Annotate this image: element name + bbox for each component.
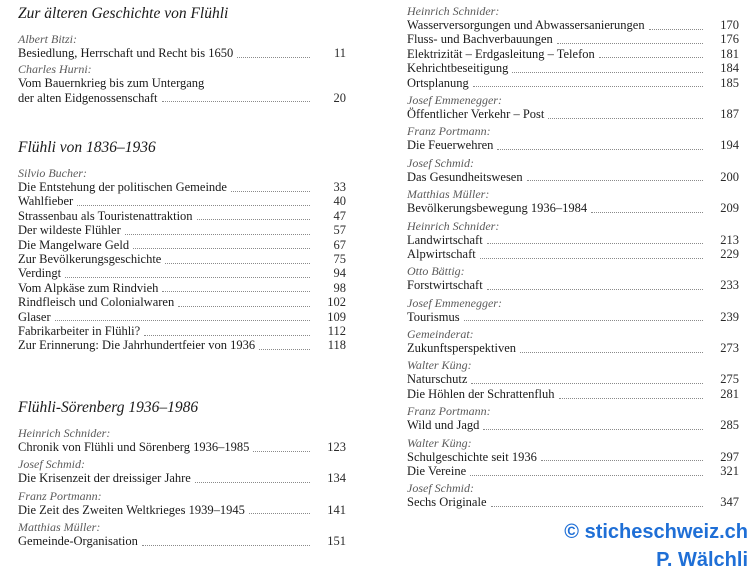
author-name: Charles Hurni: — [18, 62, 92, 77]
toc-entry — [18, 489, 346, 517]
dot-leader — [197, 219, 310, 220]
page-number: 285 — [720, 418, 739, 433]
toc-item-title: Zukunftsperspektiven — [407, 341, 517, 356]
page-number: 200 — [720, 169, 739, 184]
toc-entry — [18, 426, 346, 454]
toc-item-title: Der wildeste Flühler — [18, 223, 121, 238]
author-name: Heinrich Schnider: — [407, 218, 500, 233]
toc-item-title: Besiedlung, Herrschaft und Recht bis 1650 — [18, 46, 234, 60]
page-number: 57 — [333, 223, 346, 238]
toc-item-title: Fluss- und Bachverbauungen — [407, 32, 553, 47]
toc-item-title: Glaser — [18, 309, 51, 324]
toc-item-title: Fabrikarbeiter in Flühli? — [18, 323, 141, 338]
toc-item — [18, 534, 346, 548]
page-number: 184 — [720, 61, 739, 76]
author-name: Josef Emmenegger: — [407, 92, 502, 107]
toc-entry — [407, 358, 739, 401]
toc-section — [18, 4, 346, 105]
dot-leader — [520, 352, 703, 353]
page-number: 20 — [333, 90, 346, 105]
toc-item — [407, 76, 739, 90]
toc-item — [407, 170, 739, 184]
dot-leader — [464, 320, 703, 321]
toc-item-title: Sechs Originale — [407, 495, 487, 510]
dot-leader — [125, 234, 310, 235]
toc-item-title: Forstwirtschaft — [407, 278, 483, 293]
dot-leader — [162, 291, 310, 292]
page-number: 281 — [720, 386, 739, 401]
page-number: 109 — [327, 309, 346, 324]
toc-item — [18, 471, 346, 485]
page-number: 170 — [720, 18, 739, 32]
page-number: 123 — [327, 440, 346, 454]
section-title: Flühli von 1836–1936 — [18, 139, 156, 156]
toc-item-title: Zur Erinnerung: Die Jahrhundertfeier von 1936 — [18, 338, 256, 353]
toc-entry — [407, 93, 739, 121]
toc-item — [18, 324, 346, 338]
dot-leader — [77, 205, 310, 206]
author-name: Franz Portmann: — [18, 488, 102, 503]
toc-item — [18, 295, 346, 309]
dot-leader — [483, 429, 703, 430]
toc-entry — [407, 4, 739, 90]
page-number: 112 — [327, 323, 346, 338]
toc-item — [407, 341, 739, 355]
toc-item-title: Öffentlicher Verkehr – Post — [407, 106, 545, 121]
page-number: 141 — [327, 502, 346, 517]
toc-entry — [407, 124, 739, 152]
toc-item-title: Wahlfieber — [18, 194, 74, 209]
toc-entry — [407, 436, 739, 479]
toc-item-title: Die Entstehung der politischen Gemeinde — [18, 180, 227, 194]
author-name: Franz Portmann: — [407, 404, 491, 419]
toc-item — [18, 252, 346, 266]
dot-leader — [208, 87, 310, 88]
dot-leader — [527, 180, 703, 181]
page-number: 229 — [720, 246, 739, 261]
page-number: 98 — [333, 280, 346, 295]
author-name: Josef Emmenegger: — [407, 295, 502, 310]
page-number: 33 — [333, 180, 346, 194]
toc-item — [407, 387, 739, 401]
toc-entry — [407, 296, 739, 324]
dot-leader — [237, 57, 310, 58]
toc-item — [407, 418, 739, 432]
dot-leader — [512, 72, 703, 73]
author-name: Silvio Bucher: — [18, 166, 87, 180]
page-number: 347 — [720, 495, 739, 510]
page-number: 94 — [333, 266, 346, 281]
toc-item — [18, 238, 346, 252]
page-number: 239 — [720, 309, 739, 324]
toc-item-title: Ortsplanung — [407, 75, 469, 90]
toc-item — [407, 310, 739, 324]
toc-item — [18, 440, 346, 454]
page-number: 47 — [333, 208, 346, 223]
toc-entry — [407, 219, 739, 262]
page-number: 151 — [327, 534, 346, 549]
dot-leader — [65, 277, 310, 278]
toc-item — [18, 91, 346, 105]
author-name: Matthias Müller: — [18, 520, 101, 535]
page-number: 209 — [720, 201, 739, 216]
dot-leader — [55, 320, 310, 321]
toc-item — [18, 209, 346, 223]
toc-item-title: Strassenbau als Touristenattraktion — [18, 208, 193, 223]
toc-item — [18, 310, 346, 324]
toc-item — [18, 223, 346, 237]
dot-leader — [249, 513, 310, 514]
author-name: Josef Schmid: — [407, 481, 474, 496]
author-name: Walter Küng: — [407, 358, 472, 373]
toc-item — [407, 464, 739, 478]
page-number: 11 — [333, 46, 346, 60]
page-number: 194 — [720, 138, 739, 153]
page-number: 233 — [720, 278, 739, 293]
toc-item — [407, 18, 739, 32]
toc-item — [407, 278, 739, 292]
toc-entry — [18, 166, 346, 353]
toc-item — [18, 338, 346, 352]
toc-item-title: Vom Bauernkrieg bis zum Untergang — [18, 76, 205, 91]
toc-entry — [407, 264, 739, 292]
toc-item-title: Chronik von Flühli und Sörenberg 1936–1985 — [18, 440, 250, 454]
toc-section — [18, 398, 346, 549]
author-name: Matthias Müller: — [407, 187, 490, 202]
dot-leader — [162, 101, 310, 102]
author-name: Heinrich Schnider: — [407, 4, 500, 18]
toc-item — [407, 107, 739, 121]
dot-leader — [133, 248, 310, 249]
dot-leader — [548, 118, 703, 119]
page-number: 185 — [720, 75, 739, 90]
toc-entry — [18, 62, 346, 105]
toc-item — [18, 46, 346, 60]
page-number: 102 — [327, 295, 346, 310]
toc-entry — [407, 156, 739, 184]
author-name: Franz Portmann: — [407, 124, 491, 139]
toc-item — [407, 47, 739, 61]
toc-entry — [407, 327, 739, 355]
toc-item-title: Schulgeschichte seit 1936 — [407, 449, 537, 464]
watermark-line-2: P. Wälchli — [656, 549, 748, 571]
toc-item-title: Die Zeit des Zweiten Weltkrieges 1939–1945 — [18, 502, 245, 517]
author-name: Josef Schmid: — [407, 155, 474, 170]
toc-item — [407, 61, 739, 75]
toc-item — [407, 201, 739, 215]
watermark-line-1: © sticheschweiz.ch — [564, 521, 748, 543]
toc-item-title: Die Höhlen der Schrattenfluh — [407, 386, 555, 401]
toc-item-title: Wasserversorgungen und Abwassersanierungen — [407, 18, 645, 32]
page-number: 181 — [720, 46, 739, 61]
dot-leader — [142, 545, 310, 546]
page-number: 213 — [720, 232, 739, 247]
page-number: 321 — [720, 464, 739, 479]
dot-leader — [195, 482, 310, 483]
author-name: Otto Bättig: — [407, 264, 465, 279]
toc-entry — [18, 520, 346, 548]
page-number: 176 — [720, 32, 739, 47]
toc-item-title: Die Krisenzeit der dreissiger Jahre — [18, 471, 191, 486]
section-title: Zur älteren Geschichte von Flühli — [18, 5, 229, 22]
page-number: 134 — [327, 471, 346, 486]
toc-right-column — [407, 4, 739, 510]
toc-item-title: Die Vereine — [407, 464, 467, 479]
dot-leader — [491, 506, 704, 507]
toc-item — [407, 233, 739, 247]
toc-item-title: Die Feuerwehren — [407, 138, 494, 153]
toc-item — [407, 32, 739, 46]
toc-entry — [18, 457, 346, 485]
page-number: 273 — [720, 341, 739, 356]
toc-item-title: Wild und Jagd — [407, 418, 480, 433]
toc-item-title: Tourismus — [407, 309, 460, 324]
dot-leader — [178, 306, 310, 307]
author-name: Heinrich Schnider: — [18, 426, 111, 440]
toc-item — [407, 247, 739, 261]
dot-leader — [599, 57, 703, 58]
page-number: 118 — [327, 338, 346, 353]
dot-leader — [487, 243, 703, 244]
toc-item — [18, 503, 346, 517]
author-name: Josef Schmid: — [18, 457, 85, 472]
page-number: 187 — [720, 106, 739, 121]
toc-item — [18, 266, 346, 280]
toc-item — [18, 76, 346, 90]
page-number: 75 — [333, 251, 346, 266]
dot-leader — [559, 398, 703, 399]
watermark — [564, 520, 748, 572]
dot-leader — [480, 258, 703, 259]
toc-item — [407, 450, 739, 464]
toc-item-title: Zur Bevölkerungsgeschichte — [18, 251, 162, 266]
dot-leader — [473, 86, 703, 87]
page-number: 297 — [720, 449, 739, 464]
section-title: Flühli-Sörenberg 1936–1986 — [18, 399, 199, 416]
toc-item-title: Vom Alpkäse zum Rindvieh — [18, 280, 159, 295]
toc-item-title: Naturschutz — [407, 372, 468, 387]
author-name: Walter Küng: — [407, 435, 472, 450]
dot-leader — [649, 29, 703, 30]
toc-item-title: der alten Eidgenossenschaft — [18, 90, 158, 105]
page-number: 67 — [333, 237, 346, 252]
toc-item-title: Bevölkerungsbewegung 1936–1984 — [407, 201, 588, 216]
author-name: Gemeinderat: — [407, 327, 474, 342]
page-number: 275 — [720, 372, 739, 387]
toc-item-title: Rindfleisch und Colonialwaren — [18, 295, 175, 310]
dot-leader — [471, 383, 703, 384]
toc-item-title: Die Mangelware Geld — [18, 237, 130, 252]
toc-item-title: Elektrizität – Erdgasleitung – Telefon — [407, 46, 595, 61]
toc-entry — [407, 404, 739, 432]
dot-leader — [557, 43, 703, 44]
dot-leader — [497, 149, 703, 150]
toc-item-title: Das Gesundheitswesen — [407, 169, 523, 184]
dot-leader — [487, 289, 703, 290]
author-name: Albert Bitzi: — [18, 32, 77, 46]
dot-leader — [253, 451, 310, 452]
toc-item — [407, 495, 739, 509]
dot-leader — [231, 191, 310, 192]
toc-item-title: Verdingt — [18, 266, 62, 281]
toc-item — [407, 372, 739, 386]
dot-leader — [144, 335, 310, 336]
toc-entry — [407, 481, 739, 509]
toc-item — [18, 281, 346, 295]
toc-item-title: Landwirtschaft — [407, 232, 483, 247]
toc-item — [18, 194, 346, 208]
toc-item-title: Kehrichtbeseitigung — [407, 61, 509, 76]
dot-leader — [165, 263, 310, 264]
toc-item — [407, 138, 739, 152]
toc-item-title: Gemeinde-Organisation — [18, 534, 138, 549]
dot-leader — [259, 349, 310, 350]
toc-entry — [18, 32, 346, 60]
dot-leader — [541, 460, 703, 461]
toc-item — [18, 180, 346, 194]
dot-leader — [591, 212, 703, 213]
toc-item-title: Alpwirtschaft — [407, 246, 476, 261]
page-number: 40 — [333, 194, 346, 209]
toc-entry — [407, 187, 739, 215]
dot-leader — [470, 475, 703, 476]
toc-section — [18, 138, 346, 353]
